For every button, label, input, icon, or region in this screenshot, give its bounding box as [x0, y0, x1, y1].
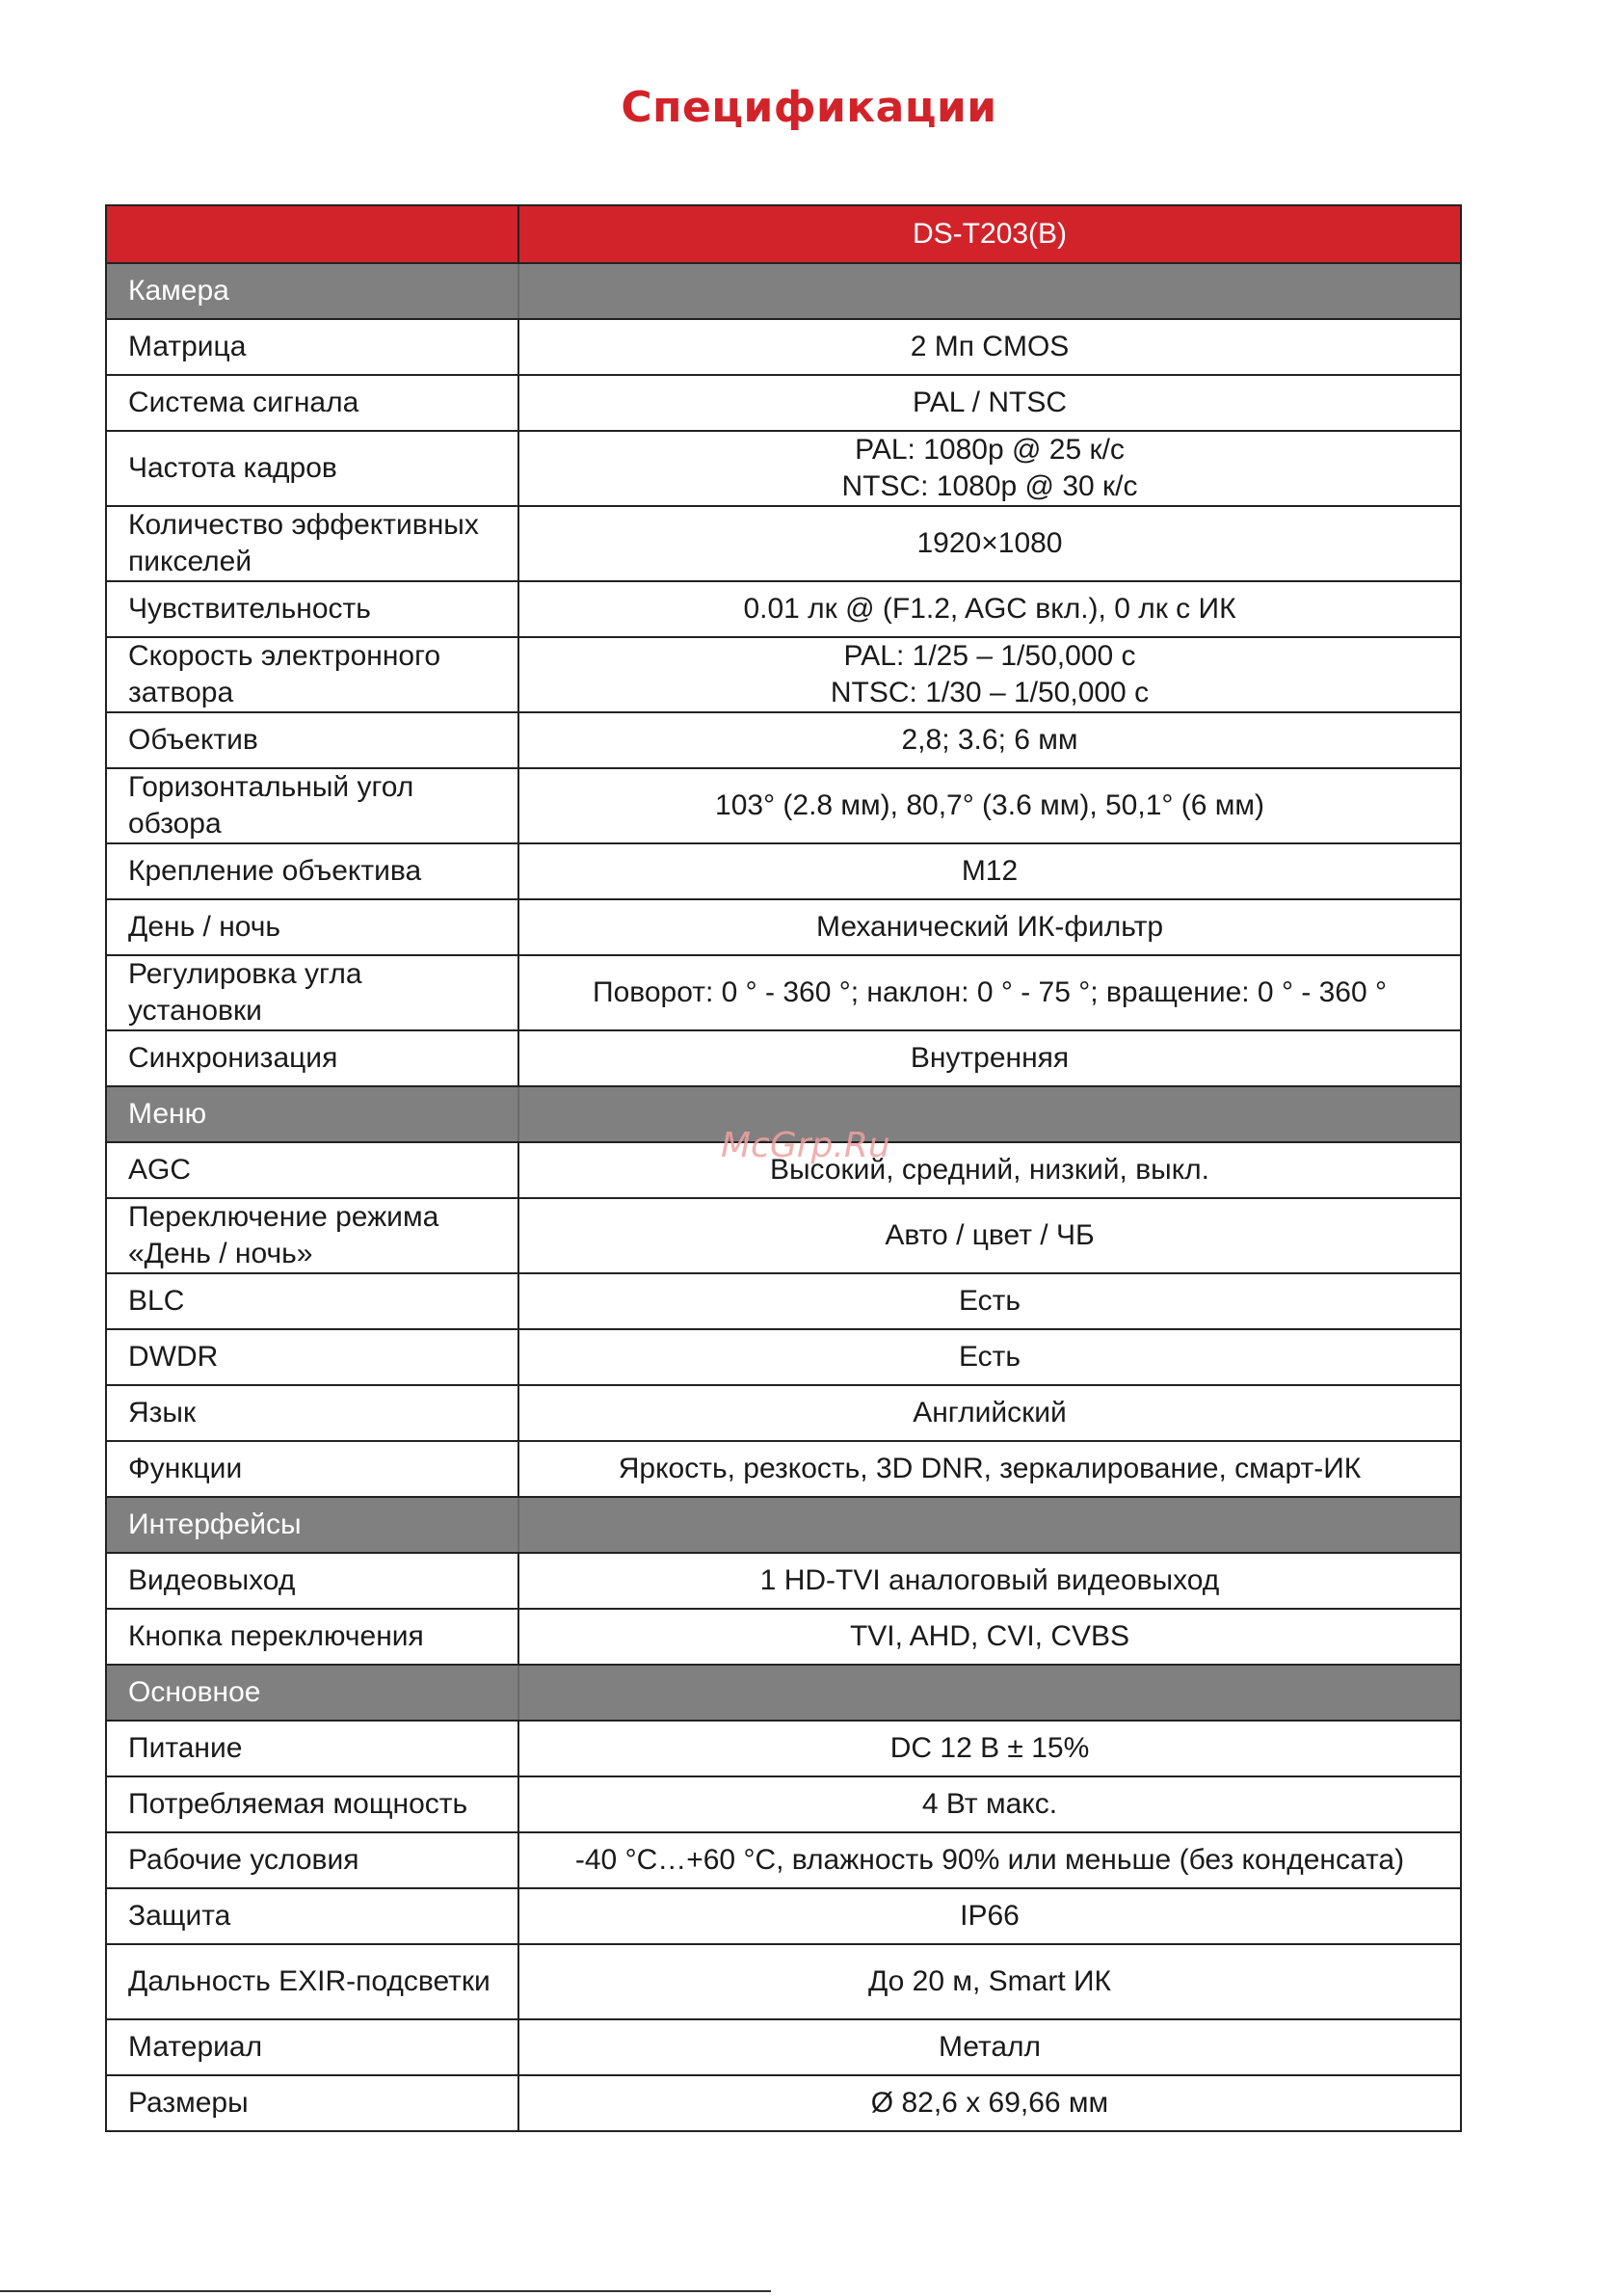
- spec-label: Количество эффективных пикселей: [106, 506, 518, 581]
- spec-value: Авто / цвет / ЧБ: [518, 1198, 1461, 1273]
- spec-label: Скорость электронного затвора: [106, 637, 518, 712]
- table-row: [106, 1553, 1461, 1609]
- spec-value: TVI, AHD, CVI, CVBS: [518, 1609, 1461, 1665]
- model-header-row: [106, 205, 1461, 263]
- spec-label: Система сигнала: [106, 375, 518, 431]
- spec-label: Материал: [106, 2019, 518, 2075]
- table-row: [106, 1888, 1461, 1944]
- spec-value: 1 HD-TVI аналоговый видеовыход: [518, 1553, 1461, 1609]
- spec-label: Объектив: [106, 712, 518, 768]
- spec-label: Функции: [106, 1441, 518, 1497]
- spec-value: M12: [518, 843, 1461, 899]
- table-row: [106, 768, 1461, 843]
- spec-label: Чувствительность: [106, 581, 518, 637]
- table-row: [106, 581, 1461, 637]
- spec-value: Металл: [518, 2019, 1461, 2075]
- spec-label: Защита: [106, 1888, 518, 1944]
- spec-label: Потребляемая мощность: [106, 1776, 518, 1832]
- section-title: Интерфейсы: [106, 1497, 518, 1553]
- spec-label: Матрица: [106, 319, 518, 375]
- spec-label: Дальность EXIR-подсветки: [106, 1944, 518, 2019]
- spec-label: Рабочие условия: [106, 1832, 518, 1888]
- spec-value: Ø 82,6 x 69,66 мм: [518, 2075, 1461, 2131]
- page-title: Спецификации: [621, 83, 997, 132]
- spec-label: Переключение режима «День / ночь»: [106, 1198, 518, 1273]
- spec-label: Питание: [106, 1721, 518, 1776]
- spec-value: Внутренняя: [518, 1030, 1461, 1086]
- spec-label: Частота кадров: [106, 431, 518, 506]
- table-row: [106, 431, 1461, 506]
- section-title: Камера: [106, 263, 518, 319]
- section-interfaces: [106, 1497, 1461, 1553]
- model-name: DS-T203(B): [518, 205, 1461, 263]
- spec-label: Крепление объектива: [106, 843, 518, 899]
- model-header-empty: [106, 205, 518, 263]
- table-row: [106, 1273, 1461, 1329]
- table-row: [106, 319, 1461, 375]
- table-row: [106, 899, 1461, 955]
- section-title: Меню: [106, 1086, 518, 1142]
- table-row: [106, 1329, 1461, 1385]
- spec-value: Английский: [518, 1385, 1461, 1441]
- table-row: [106, 1030, 1461, 1086]
- table-row: [106, 1944, 1461, 2019]
- table-row: [106, 1721, 1461, 1776]
- spec-value: PAL / NTSC: [518, 375, 1461, 431]
- table-row: [106, 1776, 1461, 1832]
- section-title: Основное: [106, 1665, 518, 1721]
- spec-value: Есть: [518, 1329, 1461, 1385]
- spec-value: -40 °C…+60 °C, влажность 90% или меньше (без конденсата): [518, 1832, 1461, 1888]
- spec-value: 4 Вт макс.: [518, 1776, 1461, 1832]
- spec-value: DC 12 В ± 15%: [518, 1721, 1461, 1776]
- spec-value: 1920×1080: [518, 506, 1461, 581]
- table-row: [106, 506, 1461, 581]
- table-row: [106, 2075, 1461, 2131]
- spec-label: DWDR: [106, 1329, 518, 1385]
- table-row: [106, 955, 1461, 1030]
- table-row: [106, 637, 1461, 712]
- spec-value: До 20 м, Smart ИК: [518, 1944, 1461, 2019]
- spec-table: [105, 204, 1462, 2132]
- spec-value: IP66: [518, 1888, 1461, 1944]
- table-row: [106, 375, 1461, 431]
- spec-label: AGC: [106, 1142, 518, 1198]
- spec-value: PAL: 1/25 – 1/50,000 с NTSC: 1/30 – 1/50,000 с: [518, 637, 1461, 712]
- spec-label: BLC: [106, 1273, 518, 1329]
- spec-label: Язык: [106, 1385, 518, 1441]
- table-row: [106, 1441, 1461, 1497]
- spec-value: Механический ИК-фильтр: [518, 899, 1461, 955]
- spec-value: 2,8; 3.6; 6 мм: [518, 712, 1461, 768]
- spec-value: 0.01 лк @ (F1.2, AGC вкл.), 0 лк с ИК: [518, 581, 1461, 637]
- table-row: [106, 2019, 1461, 2075]
- spec-value: 2 Мп CMOS: [518, 319, 1461, 375]
- table-row: [106, 843, 1461, 899]
- table-row: [106, 1832, 1461, 1888]
- spec-label: Синхронизация: [106, 1030, 518, 1086]
- spec-label: Видеовыход: [106, 1553, 518, 1609]
- spec-label: Размеры: [106, 2075, 518, 2131]
- watermark: McGrp.Ru: [721, 1126, 890, 1165]
- spec-value: Есть: [518, 1273, 1461, 1329]
- section-camera: [106, 263, 1461, 319]
- table-row: [106, 1385, 1461, 1441]
- spec-value: Высокий, средний, низкий, выкл.: [518, 1142, 1461, 1198]
- spec-label: Горизонтальный угол обзора: [106, 768, 518, 843]
- spec-value: 103° (2.8 мм), 80,7° (3.6 мм), 50,1° (6 мм): [518, 768, 1461, 843]
- table-row: [106, 1609, 1461, 1665]
- spec-value: PAL: 1080p @ 25 к/с NTSC: 1080p @ 30 к/с: [518, 431, 1461, 506]
- spec-label: Регулировка угла установки: [106, 955, 518, 1030]
- spec-label: Кнопка переключения: [106, 1609, 518, 1665]
- table-row: [106, 712, 1461, 768]
- spec-value: Поворот: 0 ° - 360 °; наклон: 0 ° - 75 °; вращение: 0 ° - 360 °: [518, 955, 1461, 1030]
- spec-value: Яркость, резкость, 3D DNR, зеркалирование, смарт-ИК: [518, 1441, 1461, 1497]
- table-row: [106, 1198, 1461, 1273]
- spec-label: День / ночь: [106, 899, 518, 955]
- footer-divider: [0, 2290, 771, 2292]
- section-general: [106, 1665, 1461, 1721]
